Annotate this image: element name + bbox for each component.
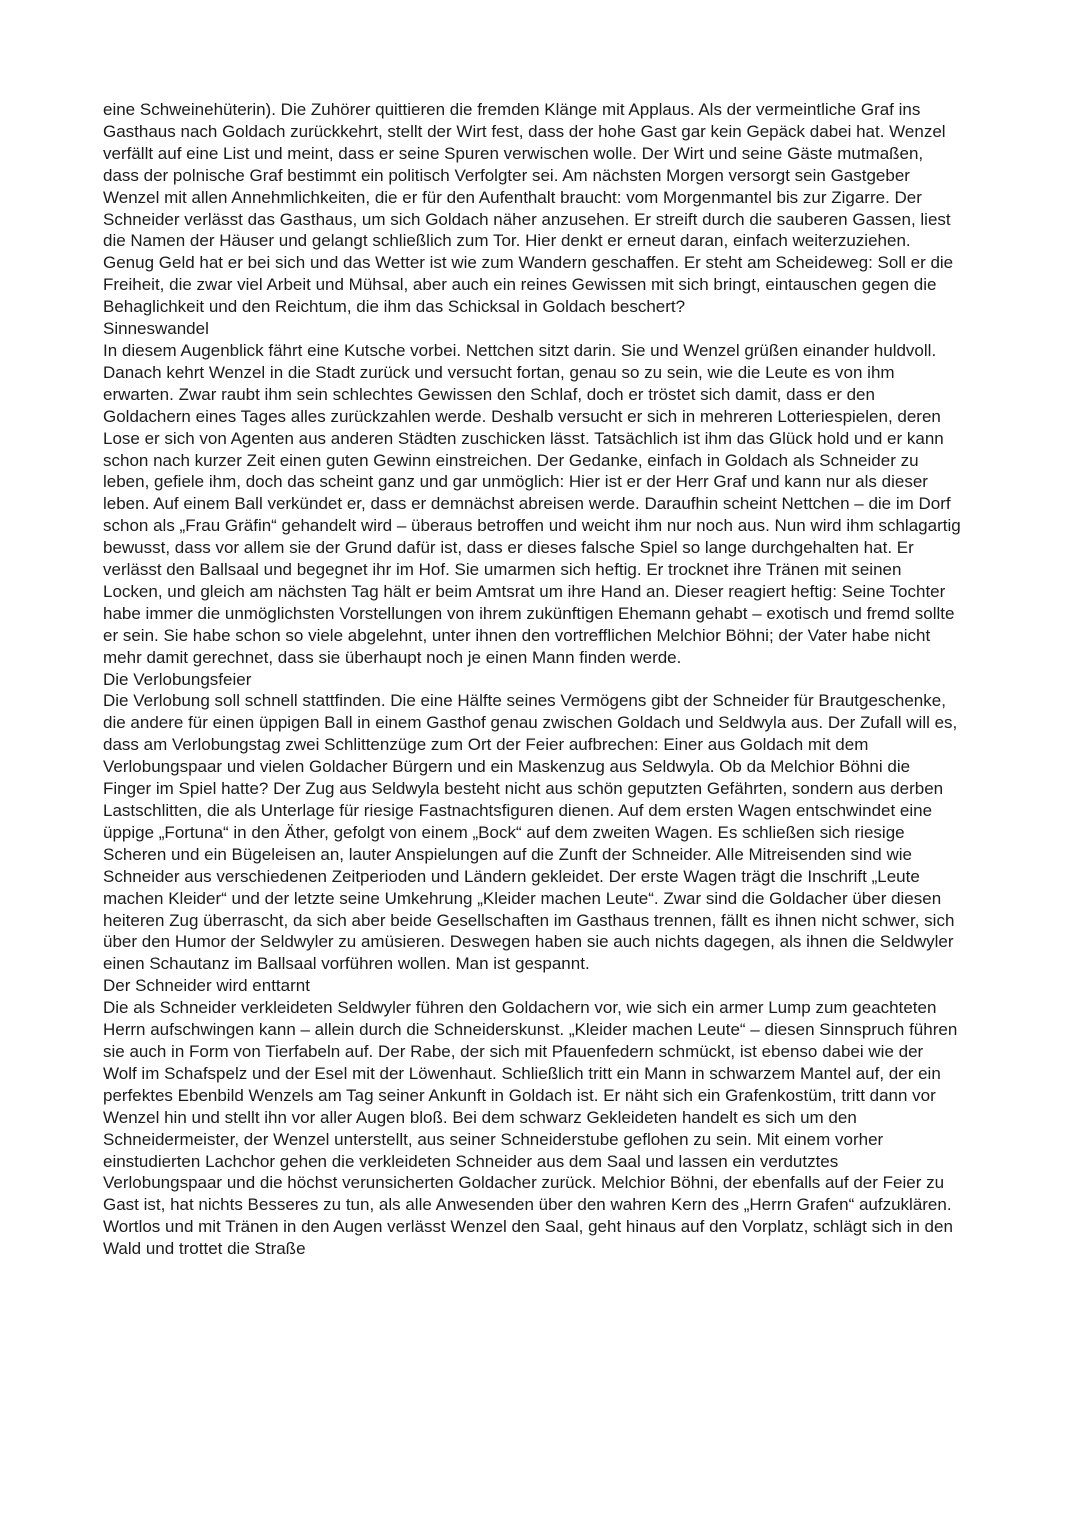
paragraph-continuation: eine Schweinehüterin). Die Zuhörer quittieren die fremden Klänge mit Applaus. Als der vermeintliche Graf ins Gasthaus nach Goldach zurückkehrt, stellt der Wirt fest, dass der hohe Gast gar kein Gepäck dabei hat. Wenzel verfällt auf eine List und meint, dass er seine Spuren verwischen wolle. Der Wirt und seine Gäste mutmaßen, dass der polnische Graf bestimmt ein politisch Verfolgter sei. Am nächsten Morgen versorgt sein Gastgeber Wenzel mit allen Annehmlichkeiten, die er für den Aufenthalt braucht: vom Morgenmantel bis zur Zigarre. Der Schneider verlässt das Gasthaus, um sich Goldach näher anzusehen. Er streift durch die sauberen Gassen, liest die Namen der Häuser und gelangt schließlich zum Tor. Hier denkt er erneut daran, einfach weiterzuziehen. Genug Geld hat er bei sich und das Wetter ist wie zum Wandern geschaffen. Er steht am Scheideweg: Soll er die Freiheit, die zwar viel Arbeit und Mühsal, aber auch ein reines Gewissen mit sich bringt, eintauschen gegen die Behaglichkeit und den Reichtum, die ihm das Schicksal in Goldach beschert? bbox=[103, 100, 954, 317]
document-text-block bbox=[103, 99, 961, 1260]
paragraph-schneider-enttarnt: Die als Schneider verkleideten Seldwyler führen den Goldachern vor, wie sich ein armer Lump zum geachteten Herrn aufschwingen kann – allein durch die Schneiderskunst. „Kleider machen Leute“ – diesen Sinnspruch führen sie auch in Form von Tierfabeln auf. Der Rabe, der sich mit Pfauenfedern schmückt, ist ebenso dabei wie der Wolf im Schafspelz und der Esel mit der Löwenhaut. Schließlich tritt ein Mann in schwarzem Mantel auf, der ein perfektes Ebenbild Wenzels am Tag seiner Ankunft in Goldach ist. Er näht sich ein Grafenkostüm, tritt dann vor Wenzel hin und stellt ihn vor aller Augen bloß. Bei dem schwarz Gekleideten handelt es sich um den Schneidermeister, der Wenzel unterstellt, aus seiner Schneiderstube geflohen zu sein. Mit einem vorher einstudierten Lachchor gehen die verkleideten Schneider aus dem Saal und lassen ein verdutztes Verlobungspaar und die höchst verunsicherten Goldacher zurück. Melchior Böhni, der ebenfalls auf der Feier zu Gast ist, hat nichts Besseres zu tun, als alle Anwesenden über den wahren Kern des „Herrn Grafen“ aufzuklären. Wortlos und mit Tränen in den Augen verlässt Wenzel den Saal, geht hinaus auf den Vorplatz, schlägt sich in den Wald und trottet die Straße bbox=[103, 998, 958, 1259]
section-heading-schneider-enttarnt: Der Schneider wird enttarnt bbox=[103, 976, 310, 996]
section-heading-verlobungsfeier: Die Verlobungsfeier bbox=[103, 669, 252, 689]
section-heading-sinneswandel: Sinneswandel bbox=[103, 319, 209, 339]
paragraph-verlobungsfeier: Die Verlobung soll schnell stattfinden. Die eine Hälfte seines Vermögens gibt der Schneider für Brautgeschenke, die andere für einen üppigen Ball in einem Gasthof genau zwischen Goldach und Seldwyla aus. Der Zufall will es, dass am Verlobungstag zwei Schlittenzüge zum Ort der Feier aufbrechen: Einer aus Goldach mit dem Verlobungspaar und vielen Goldacher Bürgern und ein Maskenzug aus Seldwyla. Ob da Melchior Böhni die Finger im Spiel hatte? Der Zug aus Seldwyla besteht nicht aus schön geputzten Gefährten, sondern aus derben Lastschlitten, die als Unterlage für riesige Fastnachtsfiguren dienen. Auf dem ersten Wagen entschwindet eine üppige „Fortuna“ in den Äther, gefolgt von einem „Bock“ auf dem zweiten Wagen. Es schließen sich riesige Scheren und ein Bügeleisen an, lauter Anspielungen auf die Zunft der Schneider. Alle Mitreisenden sind wie Schneider aus verschiedenen Zeitperioden und Ländern gekleidet. Der erste Wagen trägt die Inschrift „Leute machen Kleider“ und der letzte seine Umkehrung „Kleider machen Leute“. Zwar sind die Goldacher über diesen heiteren Zug überrascht, da sich aber beide Gesellschaften im Gasthaus trennen, fällt es ihnen nicht schwer, sich über den Humor der Seldwyler zu amüsieren. Deswegen haben sie auch nichts dagegen, als ihnen die Seldwyler einen Schautanz im Ballsaal vorführen wollen. Man ist gespannt. bbox=[103, 691, 958, 974]
paragraph-sinneswandel: In diesem Augenblick fährt eine Kutsche vorbei. Nettchen sitzt darin. Sie und Wenzel grüßen einander huldvoll. Danach kehrt Wenzel in die Stadt zurück und versucht fortan, genau so zu sein, wie die Leute es von ihm erwarten. Zwar raubt ihm sein schlechtes Gewissen den Schlaf, doch er tröstet sich damit, dass er den Goldachern eines Tages alles zurückzahlen werde. Deshalb versucht er sich in mehreren Lotteriespielen, deren Lose er sich von Agenten aus anderen Städten zuschicken lässt. Tatsächlich ist ihm das Glück hold und er kann schon nach kurzer Zeit einen guten Gewinn einstreichen. Der Gedanke, einfach in Goldach als Schneider zu leben, gefiele ihm, doch das scheint ganz und gar unmöglich: Hier ist er der Herr Graf und kann nur als dieser leben. Auf einem Ball verkündet er, dass er demnächst abreisen werde. Daraufhin scheint Nettchen – die im Dorf schon als „Frau Gräfin“ gehandelt wird – überaus betroffen und weicht ihm nur noch aus. Nun wird ihm schlagartig bewusst, dass vor allem sie der Grund dafür ist, dass er dieses falsche Spiel so lange durchgehalten hat. Er verlässt den Ballsaal und begegnet ihr im Hof. Sie umarmen sich heftig. Er trocknet ihre Tränen mit seinen Locken, und gleich am nächsten Tag hält er beim Amtsrat um ihre Hand an. Dieser reagiert heftig: Seine Tochter habe immer die unmöglichsten Vorstellungen von ihrem zukünftigen Ehemann gehabt – exotisch und fremd sollte er sein. Sie habe schon so viele abgelehnt, unter ihnen den vortrefflichen Melchior Böhni; der Vater habe nicht mehr damit gerechnet, dass sie überhaupt noch je einen Mann finden werde. bbox=[103, 340, 961, 667]
